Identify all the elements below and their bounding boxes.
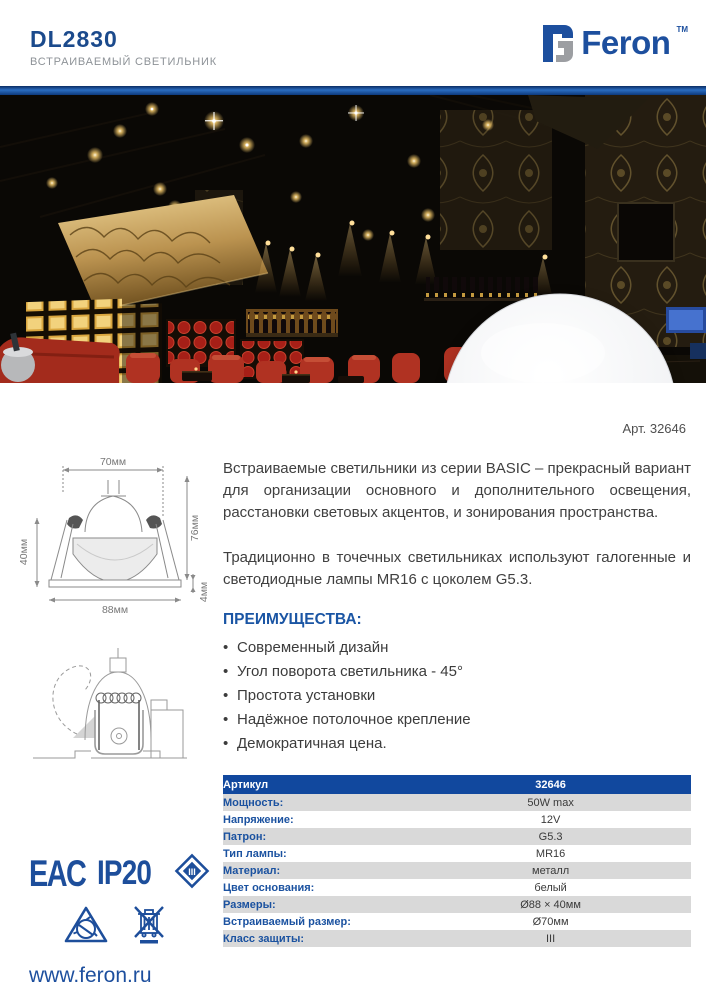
spec-label: Тип лампы:: [223, 847, 287, 860]
spec-table-header-row: [223, 775, 691, 794]
recycling-triangle-icon: [63, 905, 109, 950]
dimensions-drawing: [15, 452, 216, 620]
page-title: DL2830: [30, 26, 118, 52]
svg-text:40мм: 40мм: [18, 538, 30, 566]
spec-value: G5.3: [538, 830, 563, 843]
table-row: [223, 930, 691, 947]
spec-label: Встраиваемый размер:: [223, 915, 351, 928]
spec-label: Материал:: [223, 864, 281, 877]
left-column: [15, 452, 216, 988]
spec-label: Класс защиты:: [223, 932, 305, 945]
svg-text:76мм: 76мм: [189, 514, 201, 542]
spec-header-label: Артикул: [223, 778, 269, 791]
advantage-item: • Современный дизайн: [223, 636, 691, 660]
spec-value: Ø88 × 40мм: [520, 898, 581, 911]
spec-table: [223, 775, 691, 947]
weee-bin-icon: [131, 905, 167, 950]
spec-label: Размеры:: [223, 898, 276, 911]
advantages-title: ПРЕИМУЩЕСТВА:: [223, 611, 362, 628]
spec-header-value: 32646: [535, 778, 566, 791]
svg-text:70мм: 70мм: [99, 456, 127, 468]
spec-value: 12V: [540, 813, 561, 826]
table-row: [223, 862, 691, 879]
article-caption: Арт. 32646: [622, 421, 686, 436]
feron-logo: [537, 24, 688, 69]
description-paragraph-2: Традиционно в точечных светильниках используют галогенные и светодиодные лампы MR16 с цоколем G5.3.: [223, 549, 691, 588]
spec-value: 50W max: [527, 796, 574, 809]
spec-label: Мощность:: [223, 796, 284, 809]
svg-text:III: III: [188, 867, 196, 877]
spec-value: белый: [534, 881, 567, 894]
ip-rating: IP20: [97, 854, 152, 892]
mounting-drawing: [15, 638, 205, 790]
spec-value: MR16: [535, 847, 566, 860]
feron-logo-icon: [537, 24, 575, 69]
product-type-subtitle: ВСТРАИВАЕМЫЙ СВЕТИЛЬНИК: [30, 56, 217, 68]
protection-class-icon: [173, 852, 211, 895]
product-image: [443, 293, 677, 383]
advantage-item: • Угол поворота светильника - 45°: [223, 660, 691, 684]
advantage-item: • Надёжное потолочное крепление: [223, 708, 691, 732]
trademark-symbol: TM: [676, 25, 688, 34]
table-row: [223, 896, 691, 913]
eac-mark: EAC: [29, 852, 86, 894]
advantage-item: • Демократичная цена.: [223, 732, 691, 756]
content-columns: [15, 452, 691, 988]
brand-wordmark: Feron: [581, 24, 671, 61]
header-divider-bar: [0, 86, 706, 95]
right-column: [223, 452, 691, 988]
description-paragraph-1: Встраиваемые светильники из серии BASIC – прекрасный вариант для организации основного и дополнительного освещения, расстановки световых акцентов, и зонирования пространства.: [223, 460, 692, 521]
table-row: [223, 879, 691, 896]
svg-text:4мм: 4мм: [198, 581, 210, 603]
advantage-item: • Простота установки: [223, 684, 691, 708]
table-row: [223, 845, 691, 862]
certifications-block: [15, 790, 216, 988]
header: [30, 26, 217, 68]
spec-label: Патрон:: [223, 830, 267, 843]
table-row: [223, 913, 691, 930]
website-link[interactable]: www.feron.ru: [29, 964, 152, 987]
table-row: [223, 794, 691, 811]
spec-value: III: [546, 932, 556, 945]
spec-label: Цвет основания:: [223, 881, 315, 894]
table-row: [223, 828, 691, 845]
table-row: [223, 811, 691, 828]
svg-text:88мм: 88мм: [101, 604, 129, 616]
advantages-list: [223, 636, 691, 756]
spec-value: Ø70мм: [532, 915, 569, 928]
spec-label: Напряжение:: [223, 813, 294, 826]
interior-photo: [0, 95, 706, 383]
spec-value: металл: [532, 864, 570, 877]
